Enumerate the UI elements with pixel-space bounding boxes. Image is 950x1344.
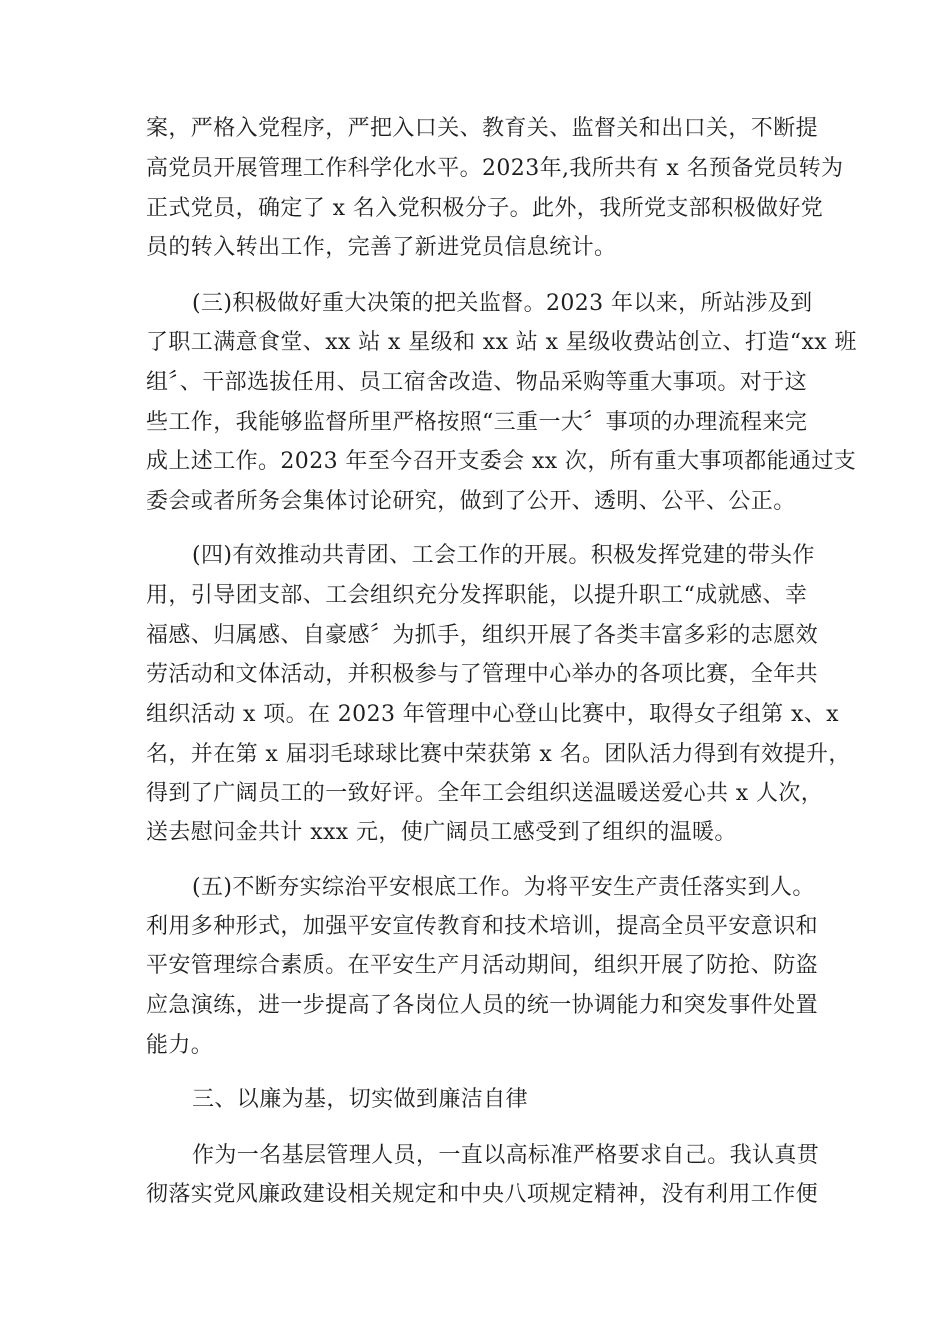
text-line: 高党员开展管理工作科学化水平。2023年,我所共有 x 名预备党员转为	[146, 156, 844, 181]
text-line: 案，严格入党程序，严把入口关、教育关、监督关和出口关，不断提	[146, 116, 819, 141]
text-line: 利用多种形式，加强平安宣传教育和技术培训，提高全员平安意识和	[146, 914, 819, 939]
text-line: 用，引导团支部、工会组织充分发挥职能，以提升职工“成就感、幸	[146, 583, 808, 608]
section-heading: 三、以廉为基，切实做到廉洁自律	[192, 1087, 529, 1112]
text-line: 送去慰问金共计 xxx 元，使广阔员工感受到了组织的温暖。	[146, 820, 737, 845]
text-line: 平安管理综合素质。在平安生产月活动期间，组织开展了防抢、防盗	[146, 953, 819, 978]
text-line: 了职工满意食堂、xx 站 x 星级和 xx 站 x 星级收费站创立、打造“xx 班	[146, 330, 857, 355]
text-line: 组〞、干部选拔任用、员工宿舍改造、物品采购等重大事项。对于这	[146, 370, 808, 395]
text-line: 组织活动 x 项。在 2023 年管理中心登山比赛中，取得女子组第 x、x	[146, 702, 839, 727]
paragraph-heading-4: (四)有效推动共青团、工会工作的开展。积极发挥党建的带头作	[192, 543, 815, 568]
text-line: 福感、归属感、自豪感〞为抓手，组织开展了各类丰富多彩的志愿效	[146, 623, 819, 648]
text-line: 员的转入转出工作，完善了新进党员信息统计。	[146, 235, 617, 260]
text-line: 劳活动和文体活动，并积极参与了管理中心举办的各项比赛，全年共	[146, 662, 819, 687]
paragraph-heading-3: (三)积极做好重大决策的把关监督。2023 年以来，所站涉及到	[192, 291, 813, 316]
paragraph-heading-5: (五)不断夯实综治平安根底工作。为将平安生产责任落实到人。	[192, 875, 815, 900]
text-line: 作为一名基层管理人员，一直以高标准严格要求自己。我认真贯	[192, 1143, 820, 1168]
text-line: 成上述工作。2023 年至今召开支委会 xx 次，所有重大事项都能通过支	[146, 449, 857, 474]
text-line: 委会或者所务会集体讨论研究，做到了公开、透明、公平、公正。	[146, 489, 796, 514]
text-line: 得到了广阔员工的一致好评。全年工会组织送温暖送爱心共 x 人次，	[146, 781, 824, 806]
text-line: 彻落实党风廉政建设相关规定和中央八项规定精神，没有利用工作便	[146, 1182, 819, 1207]
text-line: 正式党员，确定了 x 名入党积极分子。此外，我所党支部积极做好党	[146, 196, 824, 221]
text-line: 名，并在第 x 届羽毛球球比赛中荣获第 x 名。团队活力得到有效提升，	[146, 742, 851, 767]
text-line: 能力。	[146, 1033, 214, 1058]
text-line: 些工作，我能够监督所里严格按照“三重一大〞事项的办理流程来完	[146, 410, 808, 435]
text-line: 应急演练，进一步提高了各岗位人员的统一协调能力和突发事件处置	[146, 993, 819, 1018]
